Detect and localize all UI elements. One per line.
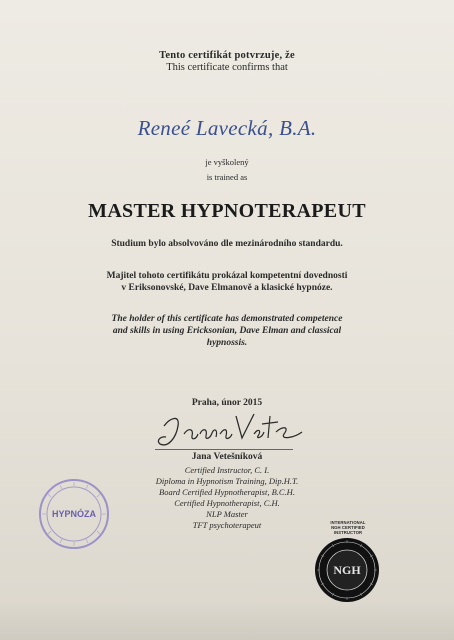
seal-label-line2: NGH CERTIFIED [331, 525, 365, 530]
hypnoza-stamp [34, 474, 114, 554]
signer-credential: Certified Hypnotherapist, C.H. [174, 498, 280, 508]
certificate-title: MASTER HYPNOTERAPEUT [88, 200, 366, 222]
stamp-center-text: HYPNÓZA [51, 509, 97, 519]
signer-name: Jana Vetešníková [191, 452, 263, 462]
holder-statement-en-line2: and skills in using Ericksonian, Dave Elman and classical [112, 326, 342, 336]
seal-label-line3: INSTRUCTOR [333, 530, 363, 535]
confirms-heading-en: This certificate confirms that [166, 62, 288, 73]
signer-credential: NLP Master [206, 509, 248, 519]
signature-line [155, 449, 293, 450]
signer-credential: Certified Instructor, C. I. [184, 465, 270, 475]
trained-as-en: is trained as [206, 172, 248, 182]
signer-credential: Board Certified Hypnotherapist, B.C.H. [159, 487, 295, 497]
holder-statement-en-line1: The holder of this certificate has demonstrated competence [111, 314, 343, 324]
place-and-date: Praha, únor 2015 [191, 398, 263, 408]
holder-statement-cz-line1: Majitel tohoto certifikátu prokázal kompetentní dovednosti [106, 271, 348, 281]
recipient-name: Reneé Lavecká, B.A. [137, 116, 317, 140]
holder-statement-cz-line2: v Eriksonovské, Dave Elmanově a klasické hypnóze. [121, 283, 333, 293]
signer-credential: TFT psychoterapeut [192, 520, 262, 530]
ngh-seal [314, 537, 380, 603]
study-statement: Studium bylo absolvováno dle mezinárodního standardu. [111, 239, 343, 249]
trained-as-cz: je vyškolený [205, 157, 249, 167]
seal-label-line1: INTERNATIONAL [330, 520, 366, 525]
confirms-heading-cz: Tento certifikát potvrzuje, že [159, 50, 295, 61]
signer-credential: Diploma in Hypnotism Training, Dip.H.T. [155, 476, 299, 486]
holder-statement-en-line3: hypnossis. [206, 338, 248, 348]
seal-monogram: NGH [333, 563, 361, 577]
